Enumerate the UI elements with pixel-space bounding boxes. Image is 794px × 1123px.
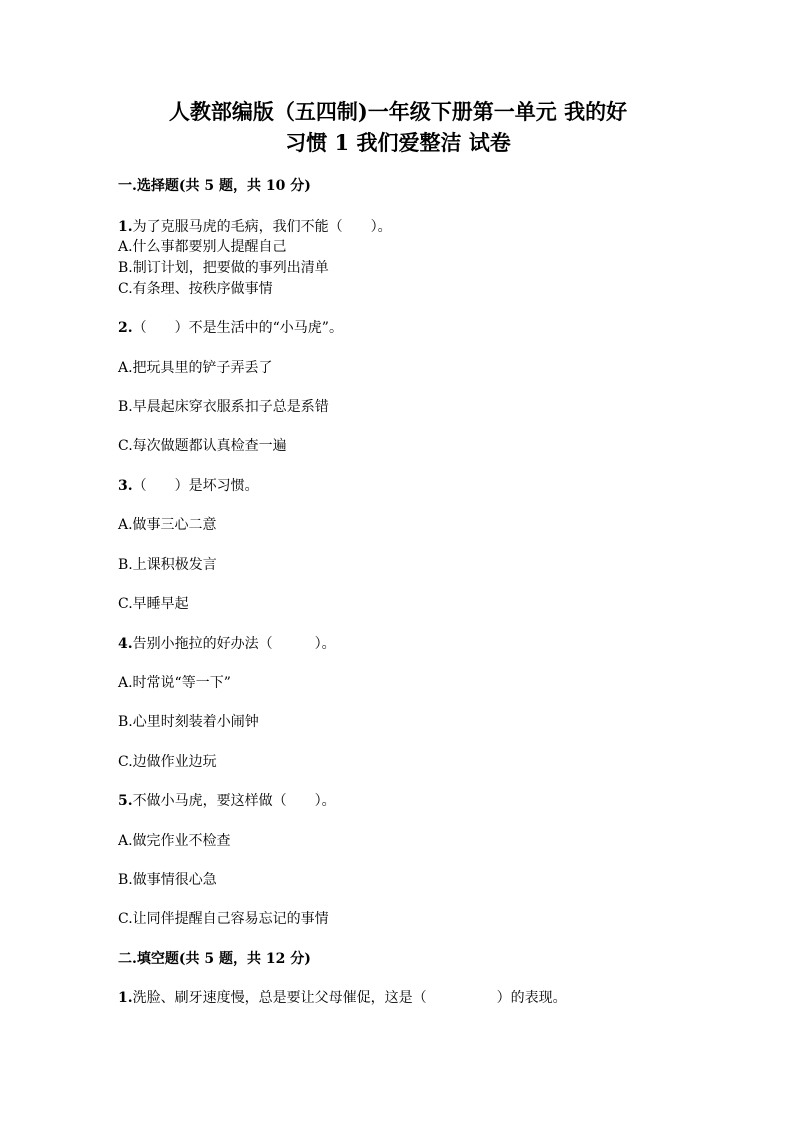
question-number: 2.	[118, 320, 133, 336]
section-heading-choice: 一.选择题(共 5 题，共 10 分)	[118, 178, 311, 194]
question-2	[118, 318, 343, 338]
question-number: 1.	[118, 990, 133, 1006]
question-number: 5.	[118, 793, 133, 809]
question-text: 告别小拖拉的好办法（ ）。	[132, 636, 336, 652]
question-2-option-c: C.每次做题都认真检查一遍	[118, 438, 287, 454]
question-5-option-b: B.做事情很心急	[118, 872, 217, 888]
question-2-option-a: A.把玩具里的铲子弄丢了	[118, 360, 273, 376]
question-5	[118, 791, 336, 811]
question-5-option-a: A.做完作业不检查	[118, 833, 231, 849]
question-3-option-c: C.早睡早起	[118, 596, 189, 612]
question-4-option-a: A.时常说“等一下”	[118, 675, 231, 691]
question-2-option-b: B.早晨起床穿衣服系扣子总是系错	[118, 399, 329, 415]
question-3	[118, 476, 259, 496]
title-line-1: 人教部编版（五四制)一年级下册第一单元 我的好	[168, 99, 628, 124]
question-number: 1.	[118, 219, 133, 235]
question-text: （ ）不是生活中的“小马虎”。	[132, 320, 343, 336]
question-text: 不做小马虎，要这样做（ ）。	[132, 793, 336, 809]
title-line-2: 习惯 1 我们爱整洁 试卷	[285, 130, 511, 155]
fill-question-1	[118, 988, 567, 1008]
question-1-option-b: B.制订计划，把要做的事列出清单	[118, 260, 329, 276]
question-5-option-c: C.让同伴提醒自己容易忘记的事情	[118, 911, 329, 927]
question-3-option-a: A.做事三心二意	[118, 517, 217, 533]
question-1-option-c: C.有条理、按秩序做事情	[118, 281, 273, 297]
question-text: （ ）是坏习惯。	[132, 478, 259, 494]
question-4-option-b: B.心里时刻装着小闹钟	[118, 714, 259, 730]
question-number: 4.	[118, 636, 133, 652]
question-4-option-c: C.边做作业边玩	[118, 754, 217, 770]
question-text: 为了克服马虎的毛病，我们不能（ ）。	[132, 219, 392, 235]
question-text: 洗脸、刷牙速度慢，总是要让父母催促，这是（ ）的表现。	[132, 990, 567, 1006]
section-heading-fill-blank: 二.填空题(共 5 题，共 12 分)	[118, 951, 311, 967]
question-1-option-a: A.什么事都要别人提醒自己	[118, 239, 287, 255]
question-4	[118, 634, 336, 654]
question-number: 3.	[118, 478, 133, 494]
question-1	[118, 217, 392, 237]
question-3-option-b: B.上课积极发言	[118, 557, 217, 573]
